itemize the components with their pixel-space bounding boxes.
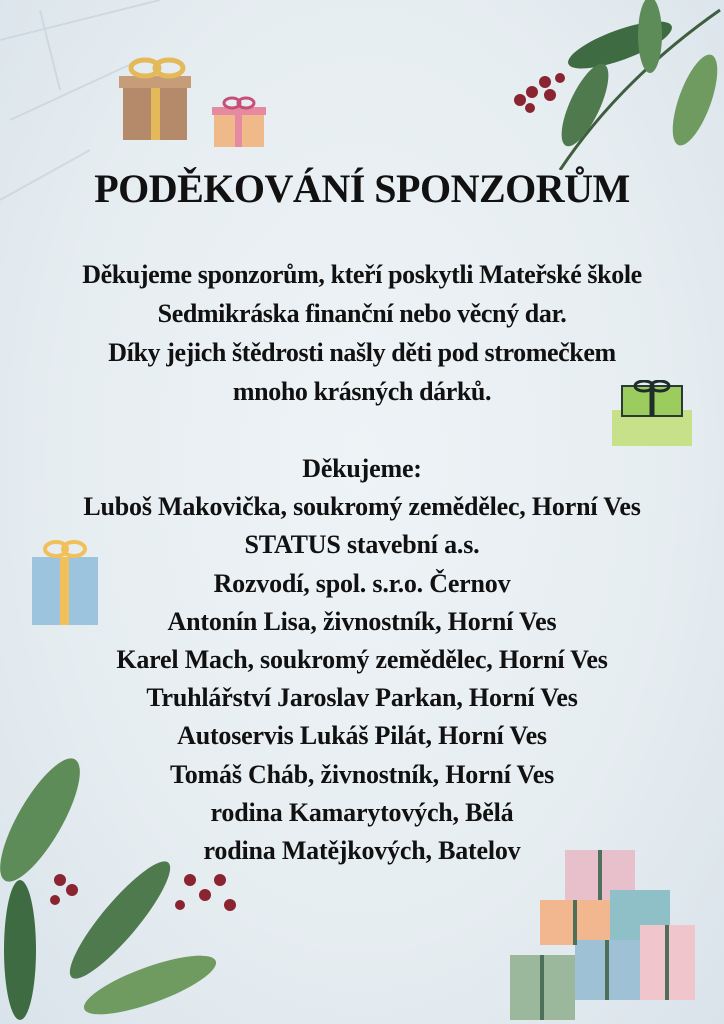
sponsor-item: Autoservis Lukáš Pilát, Horní Ves [177,721,547,751]
sponsor-item: Tomáš Cháb, živnostník, Horní Ves [170,759,554,789]
intro-line: Sedmikráska finanční nebo věcný dar. [157,299,567,328]
sponsor-item: Luboš Makovička, soukromý zemědělec, Horní Ves [83,492,641,522]
sponsor-item: Truhlářství Jaroslav Parkan, Horní Ves [146,683,578,713]
sponsor-item: STATUS stavební a.s. [244,530,480,560]
gift-box-pink-icon [210,95,270,150]
sponsor-item: rodina Matějkových, Batelov [203,836,521,866]
leaf-branch-top-right-decoration [500,0,724,170]
intro-line: Děkujeme sponzorům, kteří poskytli Mateřské škole [82,260,642,289]
intro-line: mnoho krásných dárků. [232,377,492,406]
sponsor-item: Antonín Lisa, živnostník, Horní Ves [167,606,557,636]
sponsor-item: Karel Mach, soukromý zemědělec, Horní Ves [116,645,608,675]
intro-paragraph [0,255,724,411]
gift-box-brown-icon [115,50,215,145]
thanks-heading: Děkujeme: [302,454,422,483]
sponsor-list [0,450,724,870]
page-title: PODĚKOVÁNÍ SPONZORŮM [94,166,630,211]
sponsor-item: rodina Kamarytových, Bělá [210,797,514,827]
sponsor-item: Rozvodí, spol. s.r.o. Černov [213,568,511,598]
intro-line: Díky jejich štědrosti našly děti pod stromečkem [108,338,616,367]
